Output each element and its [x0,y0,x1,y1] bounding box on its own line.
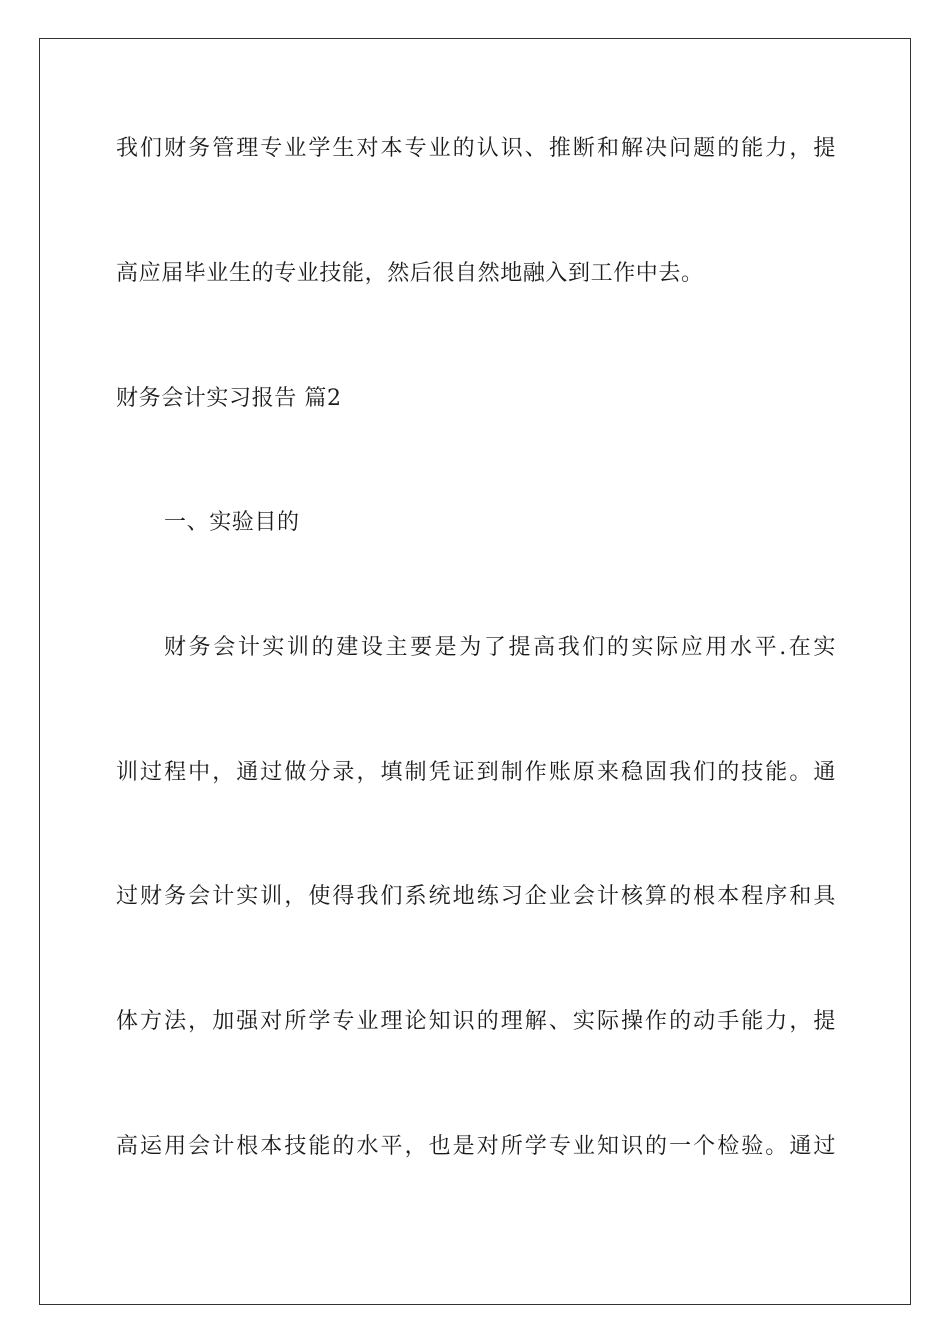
section-title: 财务会计实习报告 篇2 [116,386,342,411]
paragraph-line-6: 体方法，加强对所学专业理论知识的理解、实际操作的动手能力，提 [116,1009,836,1034]
paragraph-line-1: 我们财务管理专业学生对本专业的认识、推断和解决问题的能力，提 [116,136,836,161]
paragraph-line-3: 财务会计实训的建设主要是为了提高我们的实际应用水平.在实 [164,635,836,660]
paragraph-line-7: 高运用会计根本技能的水平，也是对所学专业知识的一个检验。通过 [116,1134,836,1159]
paragraph-line-5: 过财务会计实训，使得我们系统地练习企业会计核算的根本程序和具 [116,884,836,909]
page-border [39,38,911,1305]
section-heading: 一、实验目的 [164,510,300,535]
paragraph-line-2: 高应届毕业生的专业技能，然后很自然地融入到工作中去。 [116,261,704,286]
paragraph-line-4: 训过程中，通过做分录，填制凭证到制作账原来稳固我们的技能。通 [116,760,836,785]
